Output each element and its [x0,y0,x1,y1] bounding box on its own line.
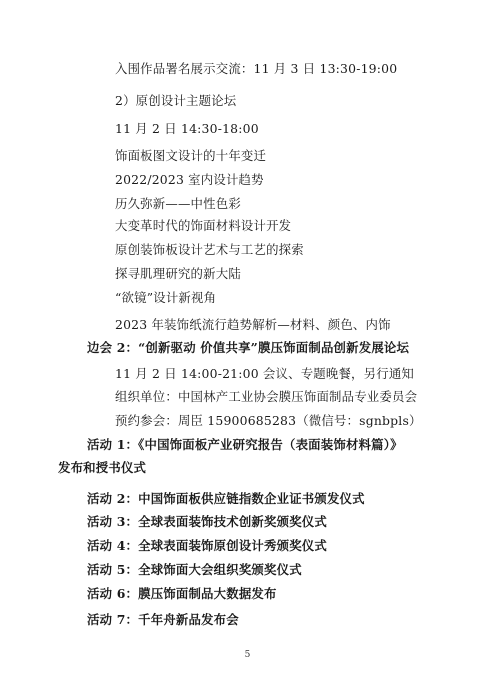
text-line-side-event-time: 11 月 2 日 14:00-21:00 会议、专题晚餐，另行通知 [115,366,415,381]
text-line-exhibition-time: 入围作品署名展示交流：11 月 3 日 13:30-19:00 [115,61,398,76]
text-line-topic-3: 历久弥新——中性色彩 [115,196,241,211]
text-line-forum-time: 11 月 2 日 14:30-18:00 [115,121,259,136]
text-line-activity-1: 活动 1：《中国饰面板产业研究报告（表面装饰材料篇）》 [87,437,403,452]
text-line-topic-1: 饰面板图文设计的十年变迁 [115,148,267,163]
text-line-activity-2: 活动 2：中国饰面板供应链指数企业证书颁发仪式 [87,491,365,506]
text-line-side-event-2: 边会 2：“创新驱动 价值共享”膜压饰面制品创新发展论坛 [87,340,410,355]
page-number: 5 [244,650,251,660]
text-line-organizer: 组织单位：中国林产工业协会膜压饰面制品专业委员会 [115,389,418,404]
text-line-activity-1-cont: 发布和授书仪式 [58,460,147,475]
text-line-activity-7: 活动 7：千年舟新品发布会 [87,612,239,627]
text-line-topic-4: 大变革时代的饰面材料设计开发 [115,218,292,233]
text-line-activity-4: 活动 4：全球表面装饰原创设计秀颁奖仪式 [87,538,327,553]
text-line-forum-heading: 2）原创设计主题论坛 [115,93,237,108]
text-line-topic-2: 2022/2023 室内设计趋势 [115,172,264,187]
text-line-activity-6: 活动 6：膜压饰面制品大数据发布 [87,586,277,601]
text-line-topic-8: 2023 年装饰纸流行趋势解析—材料、颜色、内饰 [115,317,391,332]
text-line-reservation: 预约参会：周臣 15900685283（微信号：sgnbpls） [115,413,422,428]
text-line-topic-7: “欲镜”设计新视角 [115,290,217,305]
text-line-topic-5: 原创装饰板设计艺术与工艺的探索 [115,242,304,257]
text-line-topic-6: 探寻肌理研究的新大陆 [115,266,241,281]
text-line-activity-5: 活动 5：全球饰面大会组织奖颁奖仪式 [87,562,302,577]
text-line-activity-3: 活动 3：全球表面装饰技术创新奖颁奖仪式 [87,514,327,529]
